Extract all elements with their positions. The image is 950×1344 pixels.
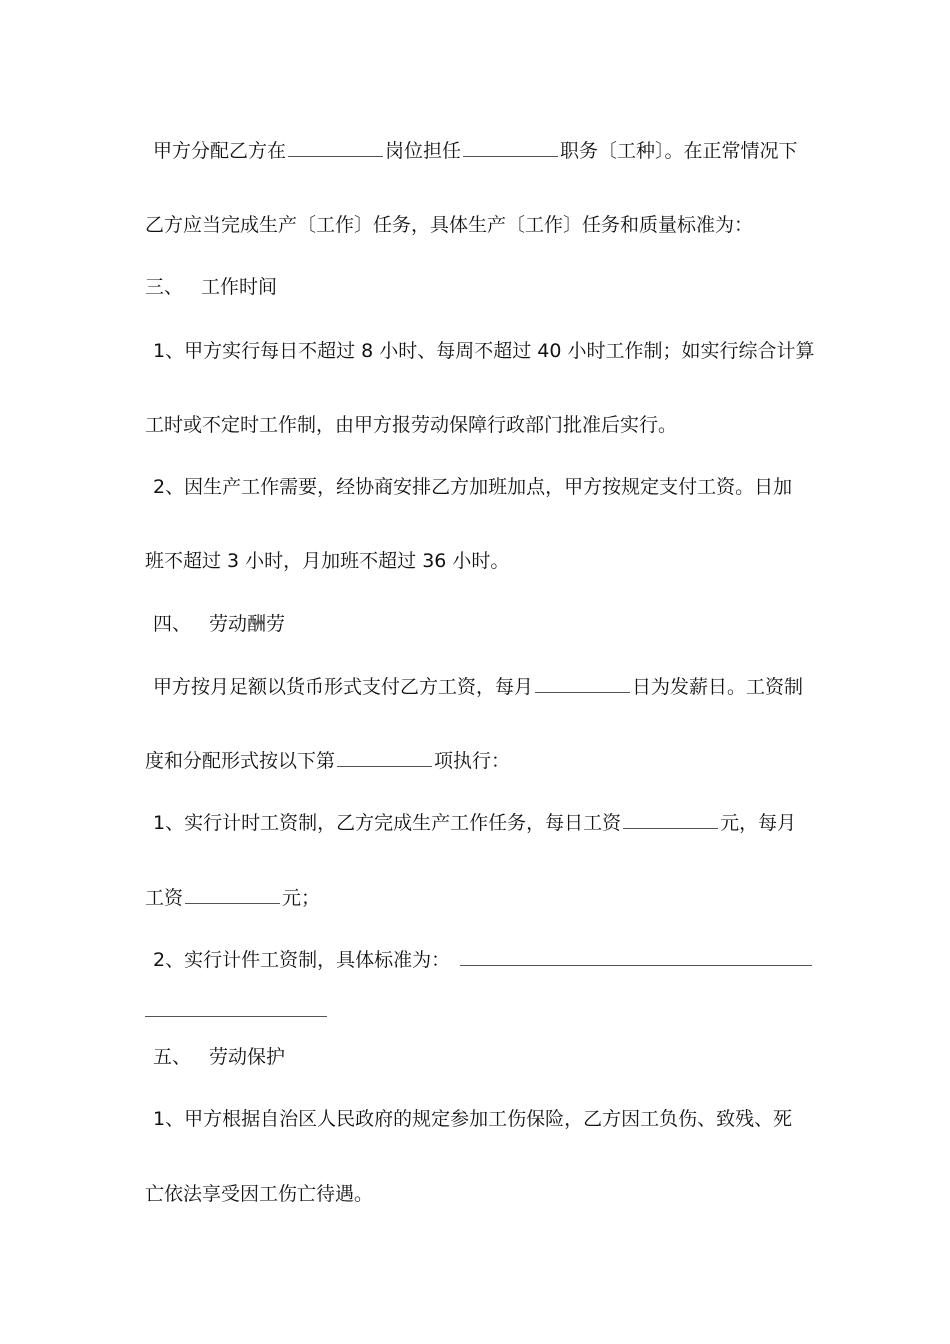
section5-item1-line2: 亡依法享受因工伤亡待遇。 [145,1183,374,1205]
section4-para-text-2: 日为发薪日。工资制 [632,676,804,698]
section4-item1-text-4: 元； [282,887,321,909]
section4-item2-line [153,947,818,973]
section5-number: 五、 [153,1046,192,1068]
section4-para-line2 [145,748,810,774]
section4-number: 四、 [153,613,192,635]
section3-title: 工作时间 [201,276,278,298]
section3-heading [145,274,810,300]
piece-rate-standard-blank-continued[interactable] [145,1016,327,1017]
section3-item2-line2: 班不超过 3 小时，月加班不超过 36 小时。 [145,550,510,572]
section4-para-text-4: 项执行： [434,750,511,772]
piece-rate-standard-blank[interactable] [460,947,812,966]
section5-item1-line1: 1、甲方根据自治区人民政府的规定参加工伤保险，乙方因工负伤、致残、死 [153,1108,793,1130]
option-number-blank[interactable] [337,748,432,767]
section4-item2-text: 2、实行计件工资制，具体标准为： [153,949,451,971]
section3-number: 三、 [145,276,184,298]
section4-item1-line2 [145,885,810,911]
section4-para-text-1: 甲方按月足额以货币形式支付乙方工资，每月 [153,676,534,698]
section3-item1-line1: 1、甲方实行每日不超过 8 小时、每周不超过 40 小时工作制；如实行综合计算 [153,340,815,362]
monthly-wage-blank[interactable] [185,885,280,904]
position-blank[interactable] [463,138,558,157]
daily-wage-blank[interactable] [623,810,718,829]
payday-blank[interactable] [535,674,630,693]
section4-item1-text-2: 元，每月 [720,812,797,834]
duty-text-1: 甲方分配乙方在 [153,140,287,162]
section4-item1-line1 [153,810,818,836]
duty-paragraph-line1 [153,138,818,164]
duty-paragraph-line2: 乙方应当完成生产〔工作〕任务，具体生产〔工作〕任务和质量标准为： [145,214,754,236]
section4-para-text-3: 度和分配形式按以下第 [145,750,336,772]
section4-heading [153,611,818,637]
section4-item1-text-3: 工资 [145,887,184,909]
section5-title: 劳动保护 [209,1046,286,1068]
duty-text-3: 职务〔工种〕。在正常情况下 [560,140,798,162]
section3-item2-line1: 2、因生产工作需要，经协商安排乙方加班加点，甲方按规定支付工资。日加 [153,476,793,498]
post-blank[interactable] [288,138,383,157]
section5-heading [153,1044,818,1070]
section4-para-line1 [153,674,818,700]
section4-item1-text-1: 1、实行计时工资制，乙方完成生产工作任务，每日工资 [153,812,622,834]
section4-title: 劳动酬劳 [209,613,286,635]
section3-item1-line2: 工时或不定时工作制，由甲方报劳动保障行政部门批准后实行。 [145,414,678,436]
duty-text-2: 岗位担任 [385,140,462,162]
